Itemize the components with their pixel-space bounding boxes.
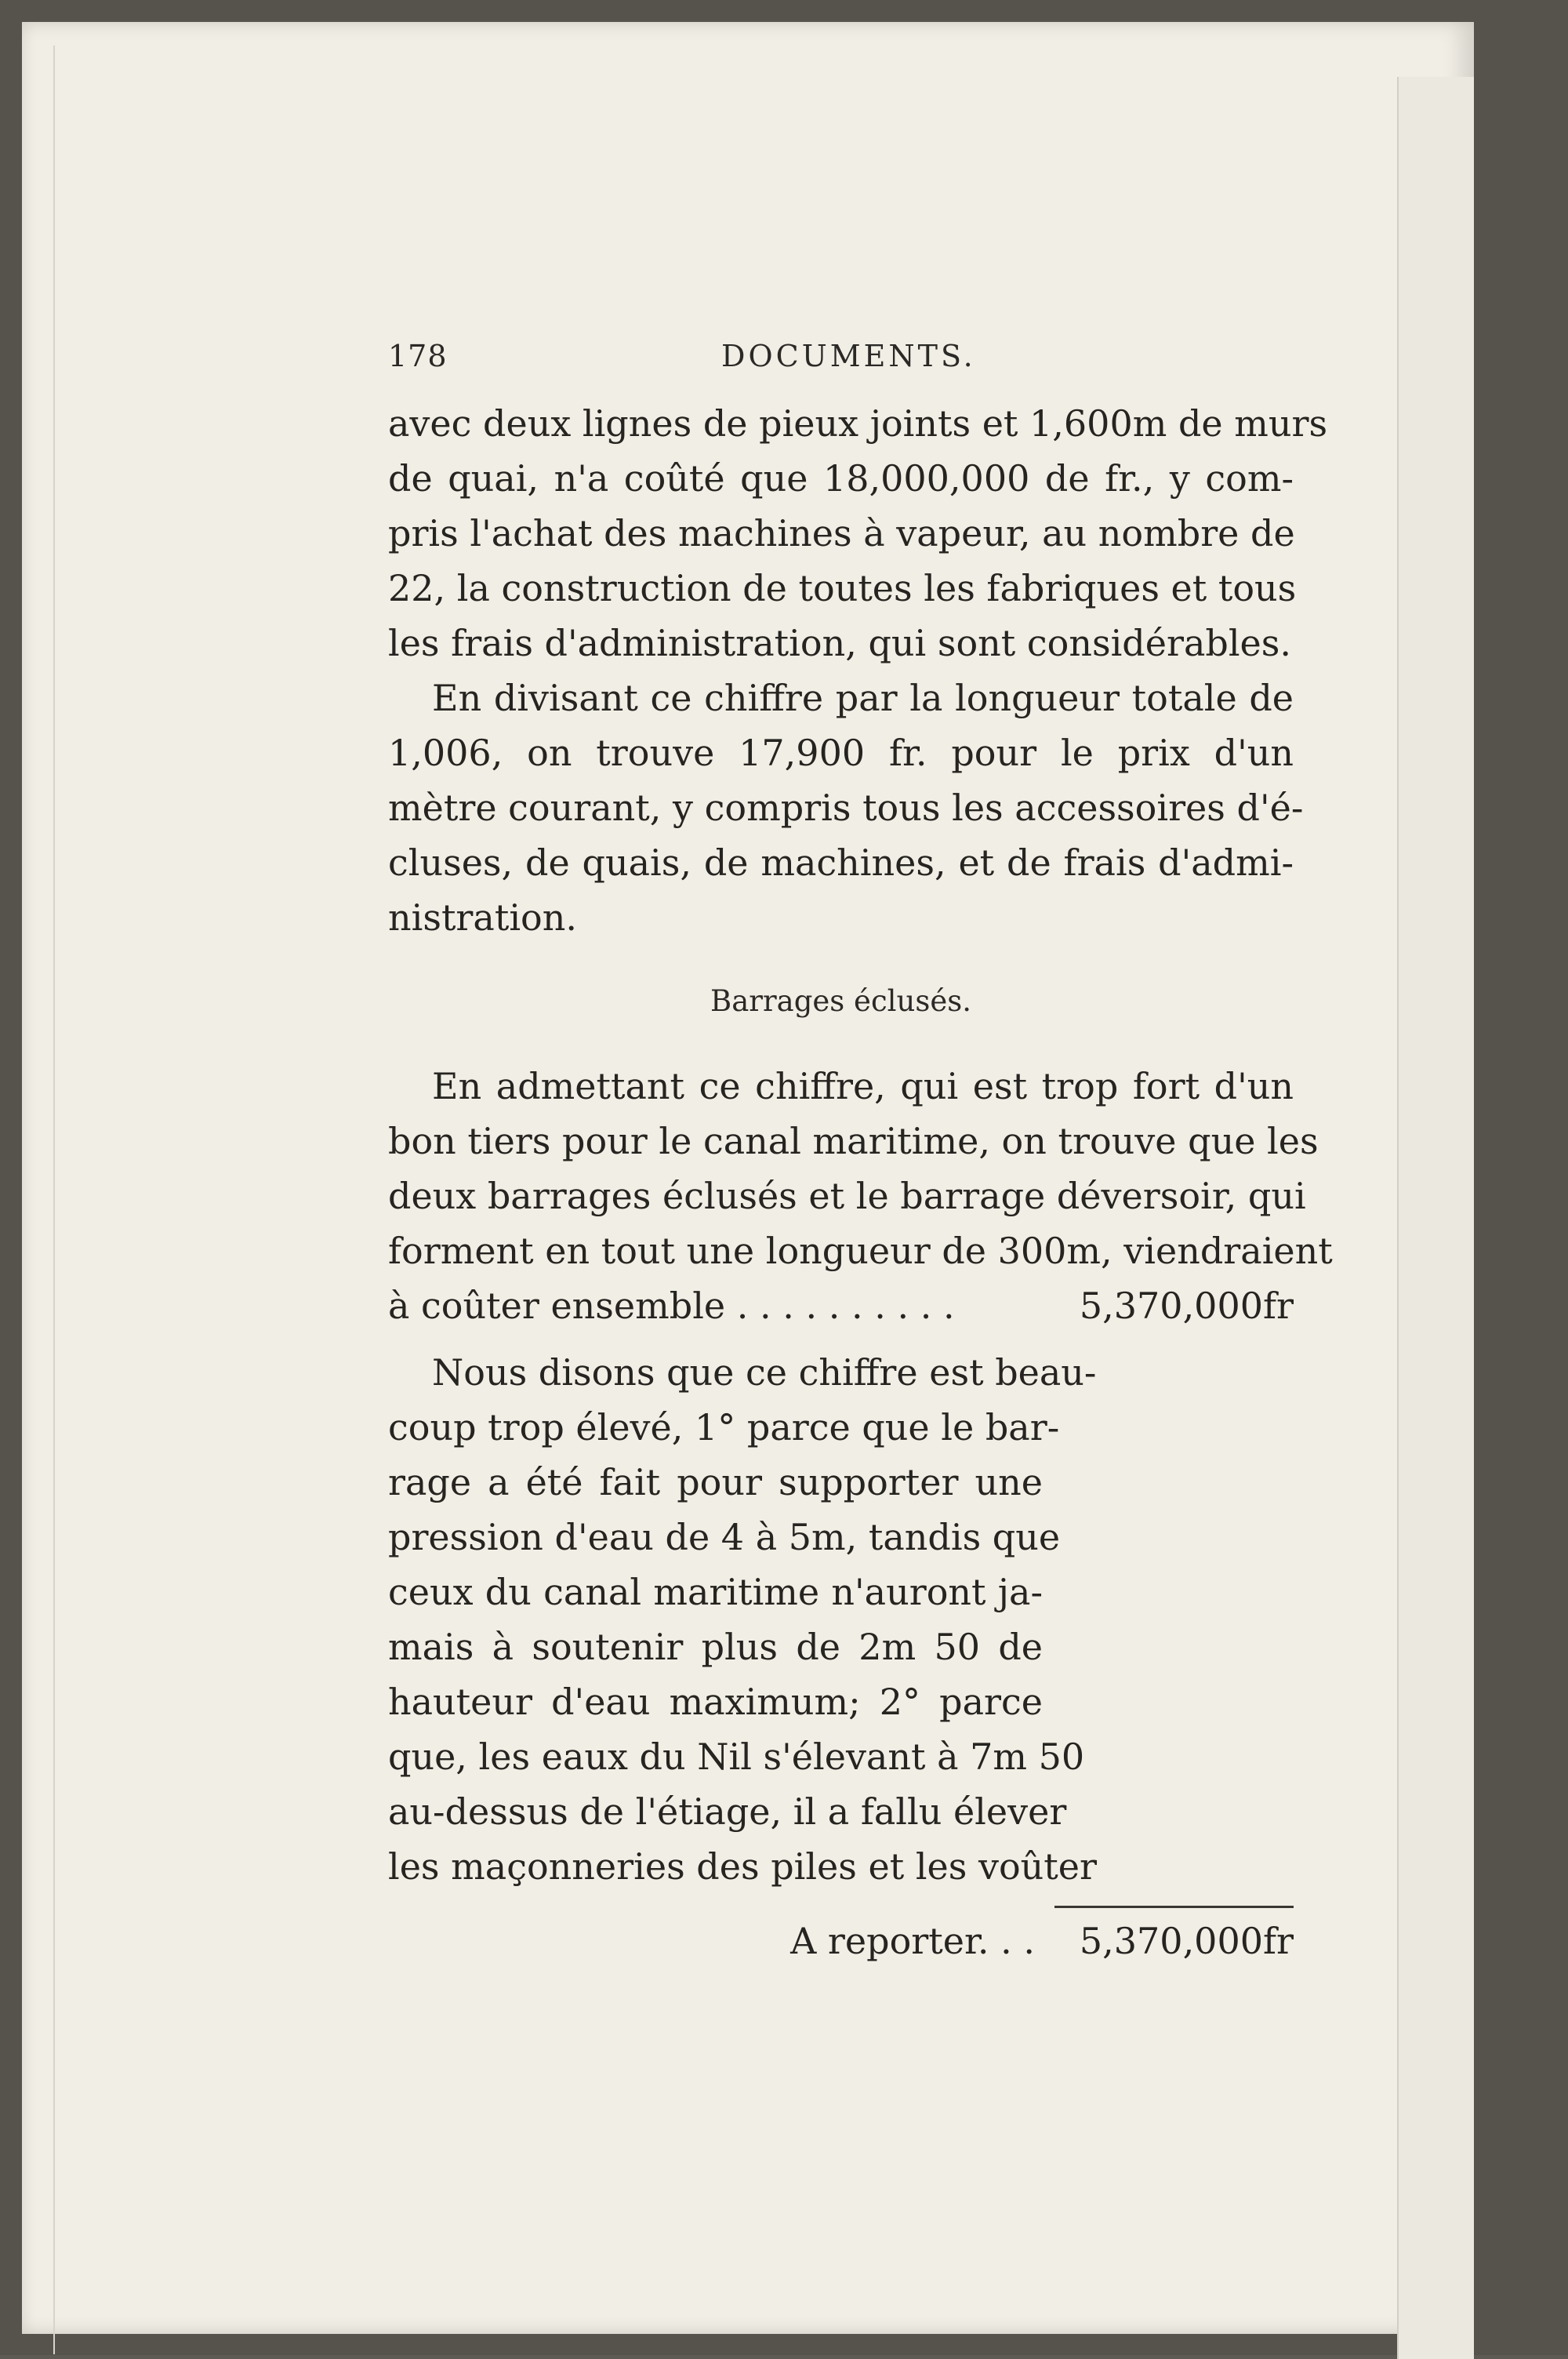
text-line: ceux du canal maritime n'auront ja- bbox=[388, 1571, 1043, 1613]
text-line: bon tiers pour le canal maritime, on trouve que les bbox=[388, 1120, 1319, 1162]
carry-forward-value: 5,370,000fr bbox=[1079, 1920, 1294, 1962]
running-head: DOCUMENTS. bbox=[721, 339, 976, 373]
carry-forward-label: A reporter. . . bbox=[790, 1920, 1035, 1962]
text-line: forment en tout une longueur de 300m, viendraient bbox=[388, 1230, 1333, 1272]
text-line: au-dessus de l'étiage, il a fallu élever bbox=[388, 1790, 1067, 1833]
price-label: à coûter ensemble . . . . . . . . . . bbox=[388, 1285, 955, 1327]
text-line: En admettant ce chiffre, qui est trop fort d'un bbox=[432, 1065, 1294, 1107]
text-line: mais à soutenir plus de 2m 50 de bbox=[388, 1626, 1043, 1668]
text-line: 1,006, on trouve 17,900 fr. pour le prix d'un bbox=[388, 732, 1294, 774]
page-header bbox=[388, 339, 1294, 386]
paragraph-2 bbox=[388, 671, 1304, 945]
price-row bbox=[388, 1278, 1294, 1333]
text-line: que, les eaux du Nil s'élevant à 7m 50 bbox=[388, 1736, 1085, 1778]
paragraph-4 bbox=[388, 1345, 1098, 1894]
paragraph-1 bbox=[388, 396, 1328, 671]
text-line: pression d'eau de 4 à 5m, tandis que bbox=[388, 1516, 1061, 1558]
paragraph-3 bbox=[388, 1059, 1333, 1333]
sum-rule bbox=[1054, 1906, 1294, 1908]
carry-forward-row bbox=[388, 1914, 1294, 1968]
section-title: Barrages éclusés. bbox=[710, 984, 971, 1018]
text-line: mètre courant, y compris tous les accessoires d'é- bbox=[388, 787, 1304, 829]
text-line: Nous disons que ce chiffre est beau- bbox=[432, 1351, 1097, 1394]
facing-page-edge bbox=[1397, 77, 1474, 2359]
price-value: 5,370,000fr bbox=[1079, 1285, 1294, 1327]
text-line: 22, la construction de toutes les fabriques et tous bbox=[388, 567, 1297, 609]
text-line: nistration. bbox=[388, 896, 577, 939]
text-line: hauteur d'eau maximum; 2° parce bbox=[388, 1681, 1043, 1723]
page-number: 178 bbox=[388, 339, 448, 373]
text-line: rage a été fait pour supporter une bbox=[388, 1461, 1043, 1503]
text-line: pris l'achat des machines à vapeur, au nombre de bbox=[388, 512, 1295, 554]
text-line: coup trop élevé, 1° parce que le bar- bbox=[388, 1406, 1060, 1448]
text-line: les maçonneries des piles et les voûter bbox=[388, 1845, 1098, 1888]
text-line: de quai, n'a coûté que 18,000,000 de fr., y com- bbox=[388, 457, 1294, 500]
text-line: les frais d'administration, qui sont considérables. bbox=[388, 622, 1291, 664]
text-line: En divisant ce chiffre par la longueur totale de bbox=[432, 677, 1294, 719]
text-line: deux barrages éclusés et le barrage déversoir, qui bbox=[388, 1175, 1306, 1217]
text-line: cluses, de quais, de machines, et de frais d'admi- bbox=[388, 841, 1294, 884]
page-edge-line bbox=[53, 45, 55, 2354]
text-line: avec deux lignes de pieux joints et 1,600m de murs bbox=[388, 402, 1328, 445]
